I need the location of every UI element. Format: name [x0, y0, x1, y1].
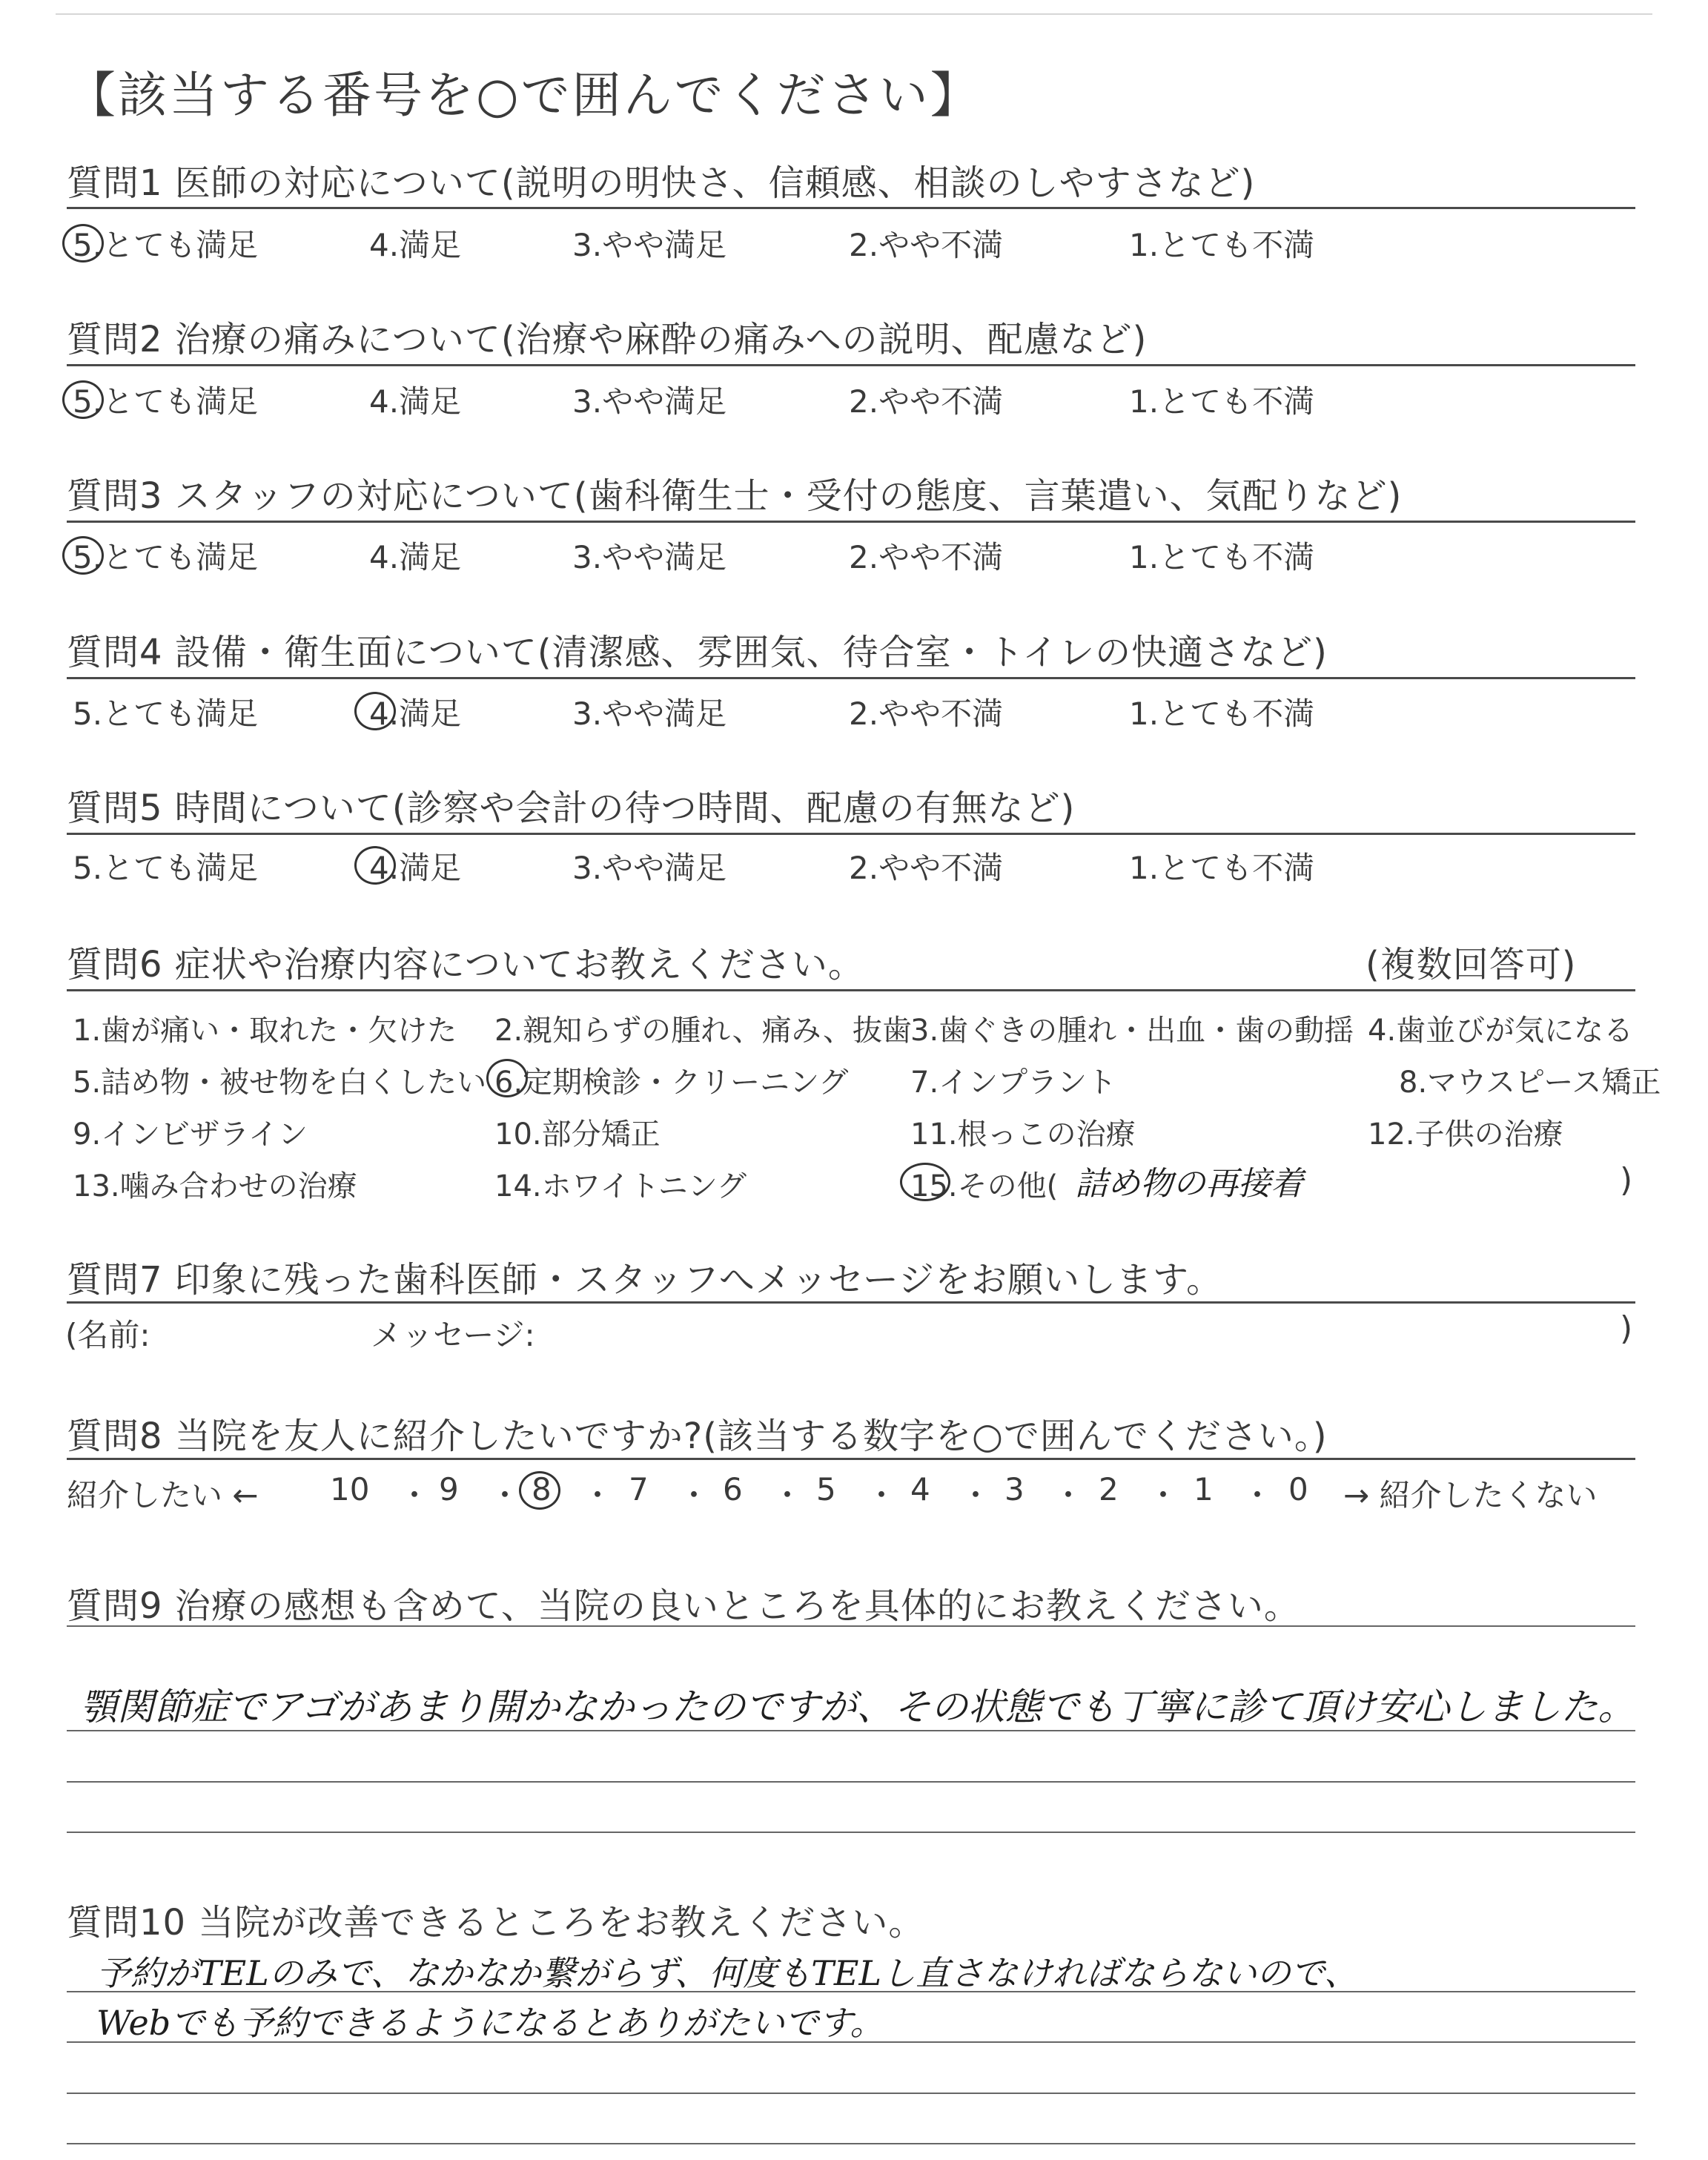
name-label: (名前:: [65, 1317, 150, 1353]
answer-line: [67, 1832, 1635, 1833]
scale-separator: ・: [960, 1477, 992, 1513]
symptom-option-9[interactable]: 9.インビザライン: [73, 1117, 308, 1152]
question-title: 質問1 医師の対応について(説明の明快さ、信頼感、相談のしやすさなど): [67, 162, 1256, 204]
symptom-option-15[interactable]: 15.その他(: [910, 1169, 1059, 1203]
other-handwritten-text: 詰め物の再接着: [1075, 1165, 1303, 1203]
question-title: 質問9 治療の感想も含めて、当院の良いところを具体的にお教えください。: [67, 1585, 1300, 1627]
selection-circle: [354, 846, 396, 885]
selection-circle: [354, 692, 396, 730]
option-4[interactable]: 4.満足: [369, 850, 462, 886]
divider: [67, 364, 1635, 366]
selection-circle: [62, 536, 104, 575]
question-title: 質問4 設備・衛生面について(清潔感、雰囲気、待合室・トイレの快適さなど): [67, 632, 1328, 673]
scale-separator: ・: [489, 1477, 521, 1513]
option-3[interactable]: 3.やや満足: [572, 850, 727, 886]
scale-5[interactable]: 5: [816, 1471, 836, 1507]
divider: [67, 989, 1635, 991]
option-1[interactable]: 1.とても不満: [1129, 539, 1315, 575]
closing-paren: ): [1620, 1309, 1633, 1347]
option-2[interactable]: 2.やや不満: [849, 850, 1004, 886]
divider: [67, 833, 1635, 835]
option-3[interactable]: 3.やや満足: [572, 227, 727, 263]
answer-line: [67, 1730, 1635, 1731]
symptom-option-8[interactable]: 8.マウスピース矯正: [1399, 1066, 1661, 1100]
top-border: [56, 13, 1652, 15]
symptom-option-3[interactable]: 3.歯ぐきの腫れ・出血・歯の動揺: [910, 1014, 1354, 1048]
scale-3[interactable]: 3: [1004, 1471, 1025, 1507]
scale-separator: ・: [678, 1477, 710, 1513]
option-5[interactable]: 5.とても満足: [73, 539, 259, 575]
scale-separator: ・: [772, 1477, 804, 1513]
selection-circle: [486, 1059, 528, 1097]
scale-8[interactable]: 8: [532, 1471, 552, 1507]
symptom-option-4[interactable]: 4.歯並びが気になる: [1368, 1014, 1634, 1048]
answer-line: [67, 2093, 1635, 2094]
scale-2[interactable]: 2: [1099, 1471, 1119, 1507]
option-1[interactable]: 1.とても不満: [1129, 696, 1315, 732]
option-5[interactable]: 5.とても満足: [73, 850, 259, 886]
divider: [67, 521, 1635, 523]
symptom-option-12[interactable]: 12.子供の治療: [1368, 1117, 1563, 1152]
symptom-option-6[interactable]: 6.定期検診・クリーニング: [494, 1066, 849, 1100]
divider: [67, 207, 1635, 209]
option-4[interactable]: 4.満足: [369, 696, 462, 732]
handwritten-answer-line-2: Webでも予約できるようになるとありがたいです。: [96, 2003, 884, 2043]
selection-circle: [62, 224, 104, 262]
option-2[interactable]: 2.やや不満: [849, 539, 1004, 575]
scale-4[interactable]: 4: [910, 1471, 930, 1507]
option-5[interactable]: 5.とても満足: [73, 383, 259, 420]
scale-separator: ・: [1148, 1477, 1179, 1513]
question-title: 質問7 印象に残った歯科医師・スタッフへメッセージをお願いします。: [67, 1259, 1223, 1301]
scale-1[interactable]: 1: [1194, 1471, 1214, 1507]
closing-paren: ): [1620, 1161, 1633, 1199]
option-4[interactable]: 4.満足: [369, 383, 462, 420]
option-1[interactable]: 1.とても不満: [1129, 383, 1315, 420]
option-3[interactable]: 3.やや満足: [572, 539, 727, 575]
question-title: 質問3 スタッフの対応について(歯科衛生士・受付の態度、言葉遣い、気配りなど): [67, 475, 1403, 517]
recommend-label: 紹介したい ←: [67, 1477, 259, 1513]
option-1[interactable]: 1.とても不満: [1129, 227, 1315, 263]
scale-separator: ・: [1053, 1477, 1085, 1513]
question-title: 質問8 当院を友人に紹介したいですか?(該当する数字を○で囲んでください。): [67, 1416, 1328, 1457]
scale-separator: ・: [866, 1477, 898, 1513]
question-title: 質問2 治療の痛みについて(治療や麻酔の痛みへの説明、配慮など): [67, 319, 1148, 360]
option-1[interactable]: 1.とても不満: [1129, 850, 1315, 886]
selection-circle: [519, 1471, 560, 1510]
symptom-option-13[interactable]: 13.噛み合わせの治療: [73, 1169, 357, 1203]
option-4[interactable]: 4.満足: [369, 227, 462, 263]
scale-6[interactable]: 6: [723, 1471, 743, 1507]
answer-line: [67, 2143, 1635, 2144]
scale-7[interactable]: 7: [629, 1471, 649, 1507]
symptom-option-11[interactable]: 11.根っこの治療: [910, 1117, 1136, 1152]
option-5[interactable]: 5.とても満足: [73, 227, 259, 263]
symptom-option-1[interactable]: 1.歯が痛い・取れた・欠けた: [73, 1014, 457, 1048]
divider: [67, 1301, 1635, 1304]
option-5[interactable]: 5.とても満足: [73, 696, 259, 732]
selection-circle: [900, 1163, 950, 1201]
multiple-answers-note: (複数回答可): [1366, 944, 1577, 985]
answer-line: [67, 1991, 1635, 1992]
symptom-option-14[interactable]: 14.ホワイトニング: [494, 1169, 747, 1203]
option-2[interactable]: 2.やや不満: [849, 383, 1004, 420]
handwritten-answer-line-1: 予約がTELのみで、なかなか繋がらず、何度もTELし直さなければならないので、: [96, 1953, 1359, 1993]
question-title: 質問5 時間について(診察や会計の待つ時間、配慮の有無など): [67, 787, 1076, 829]
option-2[interactable]: 2.やや不満: [849, 696, 1004, 732]
scale-9[interactable]: 9: [439, 1471, 459, 1507]
not-recommend-label: → 紹介したくない: [1343, 1477, 1598, 1513]
option-3[interactable]: 3.やや満足: [572, 383, 727, 420]
symptom-option-5[interactable]: 5.詰め物・被せ物を白くしたい: [73, 1066, 487, 1100]
option-4[interactable]: 4.満足: [369, 539, 462, 575]
scale-0[interactable]: 0: [1288, 1471, 1308, 1507]
symptom-option-10[interactable]: 10.部分矯正: [494, 1117, 661, 1152]
option-2[interactable]: 2.やや不満: [849, 227, 1004, 263]
answer-line: [67, 1781, 1635, 1783]
scale-10[interactable]: 10: [330, 1471, 370, 1507]
scale-separator: ・: [1242, 1477, 1274, 1513]
symptom-option-7[interactable]: 7.インプラント: [910, 1066, 1117, 1100]
answer-line: [67, 2041, 1635, 2043]
scale-separator: ・: [582, 1477, 614, 1513]
option-3[interactable]: 3.やや満足: [572, 696, 727, 732]
handwritten-answer: 顎関節症でアゴがあまり開かなかったのですが、その状態でも丁寧に診て頂け安心しました。: [80, 1685, 1635, 1728]
divider: [67, 1458, 1635, 1460]
question-title: 質問10 当院が改善できるところをお教えください。: [67, 1902, 925, 1943]
scale-separator: ・: [399, 1477, 431, 1513]
answer-line: [67, 1625, 1635, 1627]
divider: [67, 677, 1635, 679]
question-title: 質問6 症状や治療内容についてお教えください。: [67, 944, 864, 985]
symptom-option-2[interactable]: 2.親知らずの腫れ、痛み、抜歯: [494, 1014, 912, 1048]
selection-circle: [62, 380, 104, 419]
page-title: 【該当する番号を○で囲んでください】: [67, 67, 982, 124]
message-label: メッセージ:: [371, 1317, 535, 1353]
